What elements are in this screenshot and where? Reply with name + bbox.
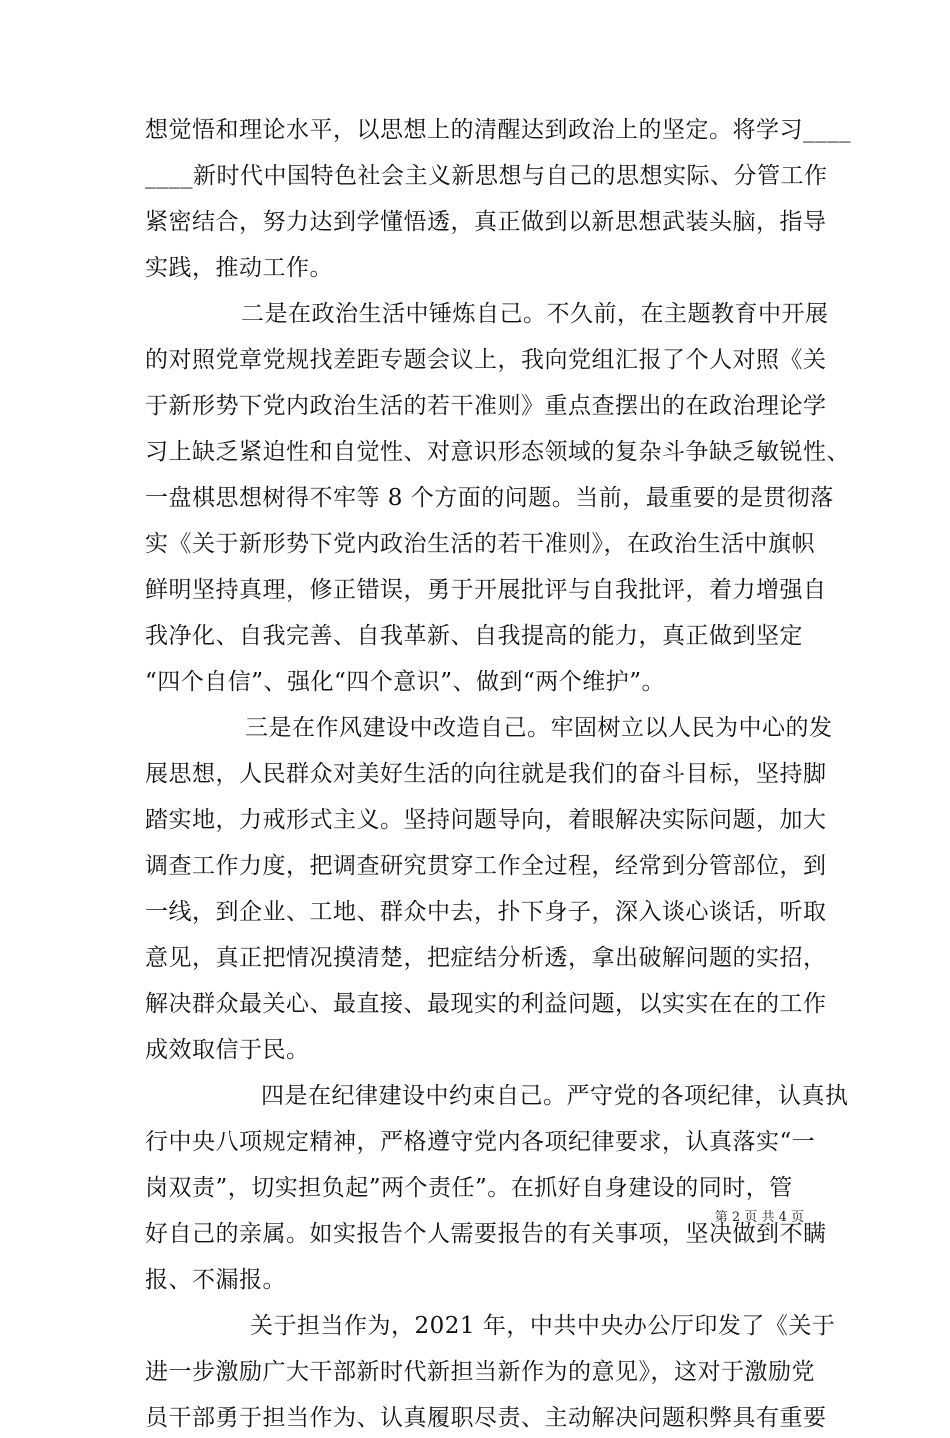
text-line: ____新时代中国特色社会主义新思想与自己的思想实际、分管工作 [145,163,828,189]
text-line: “四个自信”、强化“四个意识”、做到“两个维护”。 [145,669,666,695]
paragraph-start-line: 关于担当作为，2021 年，中共中央办公厅印发了《关于 [250,1313,836,1339]
paragraph-start-line: 二是在政治生活中锤炼自己。不久前，在主题教育中开展 [241,301,829,327]
text-line: 员干部勇于担当作为、认真履职尽责、主动解决问题积弊具有重要 [145,1405,827,1431]
text-line: 展思想，人民群众对美好生活的向往就是我们的奋斗目标，坚持脚 [145,761,827,787]
text-line: 进一步激励广大干部新时代新担当新作为的意见》，这对于激励党 [145,1359,815,1385]
text-line: 成效取信于民。 [145,1037,310,1063]
text-line: 行中央八项规定精神，严格遵守党内各项纪律要求，认真落实“一 [145,1129,816,1155]
page-number-footer: 第 2 页 共 4 页 [714,1210,804,1225]
text-line: 一线，到企业、工地、群众中去，扑下身子，深入谈心谈话，听取 [145,899,827,925]
text-line: 意见，真正把情况摸清楚，把症结分析透，拿出破解问题的实招， [145,945,827,971]
text-line: 我净化、自我完善、自我革新、自我提高的能力，真正做到坚定 [145,623,803,649]
text-line: 报、不漏报。 [145,1267,286,1293]
text-line: 紧密结合，努力达到学懂悟透，真正做到以新思想武装头脑，指导 [145,209,827,235]
text-line: 于新形势下党内政治生活的若干准则》重点查摆出的在政治理论学 [145,393,827,419]
text-line: 鲜明坚持真理，修正错误，勇于开展批评与自我批评，着力增强自 [145,577,827,603]
text-line: 的对照党章党规找差距专题会议上，我向党组汇报了个人对照《关 [145,347,827,373]
text-line: 想觉悟和理论水平，以思想上的清醒达到政治上的坚定。将学习____ [145,117,851,143]
paragraph-start-line: 三是在作风建设中改造自己。牢固树立以人民为中心的发 [245,715,833,741]
text-line: 踏实地，力戒形式主义。坚持问题导向，着眼解决实际问题，加大 [145,807,827,833]
text-line: 习上缺乏紧迫性和自觉性、对意识形态领域的复杂斗争缺乏敏锐性、 [145,439,850,465]
text-line: 调查工作力度，把调查研究贯穿工作全过程，经常到分管部位，到 [145,853,827,879]
text-line: 岗双责”，切实担负起”两个责任”。在抓好自身建设的同时，管 [145,1175,793,1201]
text-line: 一盘棋思想树得不牢等 8 个方面的问题。当前，最重要的是贯彻落 [145,485,834,511]
text-line: 好自己的亲属。如实报告个人需要报告的有关事项，坚决做到不瞒 [145,1221,827,1247]
paragraph-start-line: 四是在纪律建设中约束自己。严守党的各项纪律，认真执 [261,1083,849,1109]
text-line: 实践，推动工作。 [145,255,333,281]
text-line: 解决群众最关心、最直接、最现实的利益问题，以实实在在的工作 [145,991,827,1017]
text-line: 实《关于新形势下党内政治生活的若干准则》，在政治生活中旗帜 [145,531,815,557]
